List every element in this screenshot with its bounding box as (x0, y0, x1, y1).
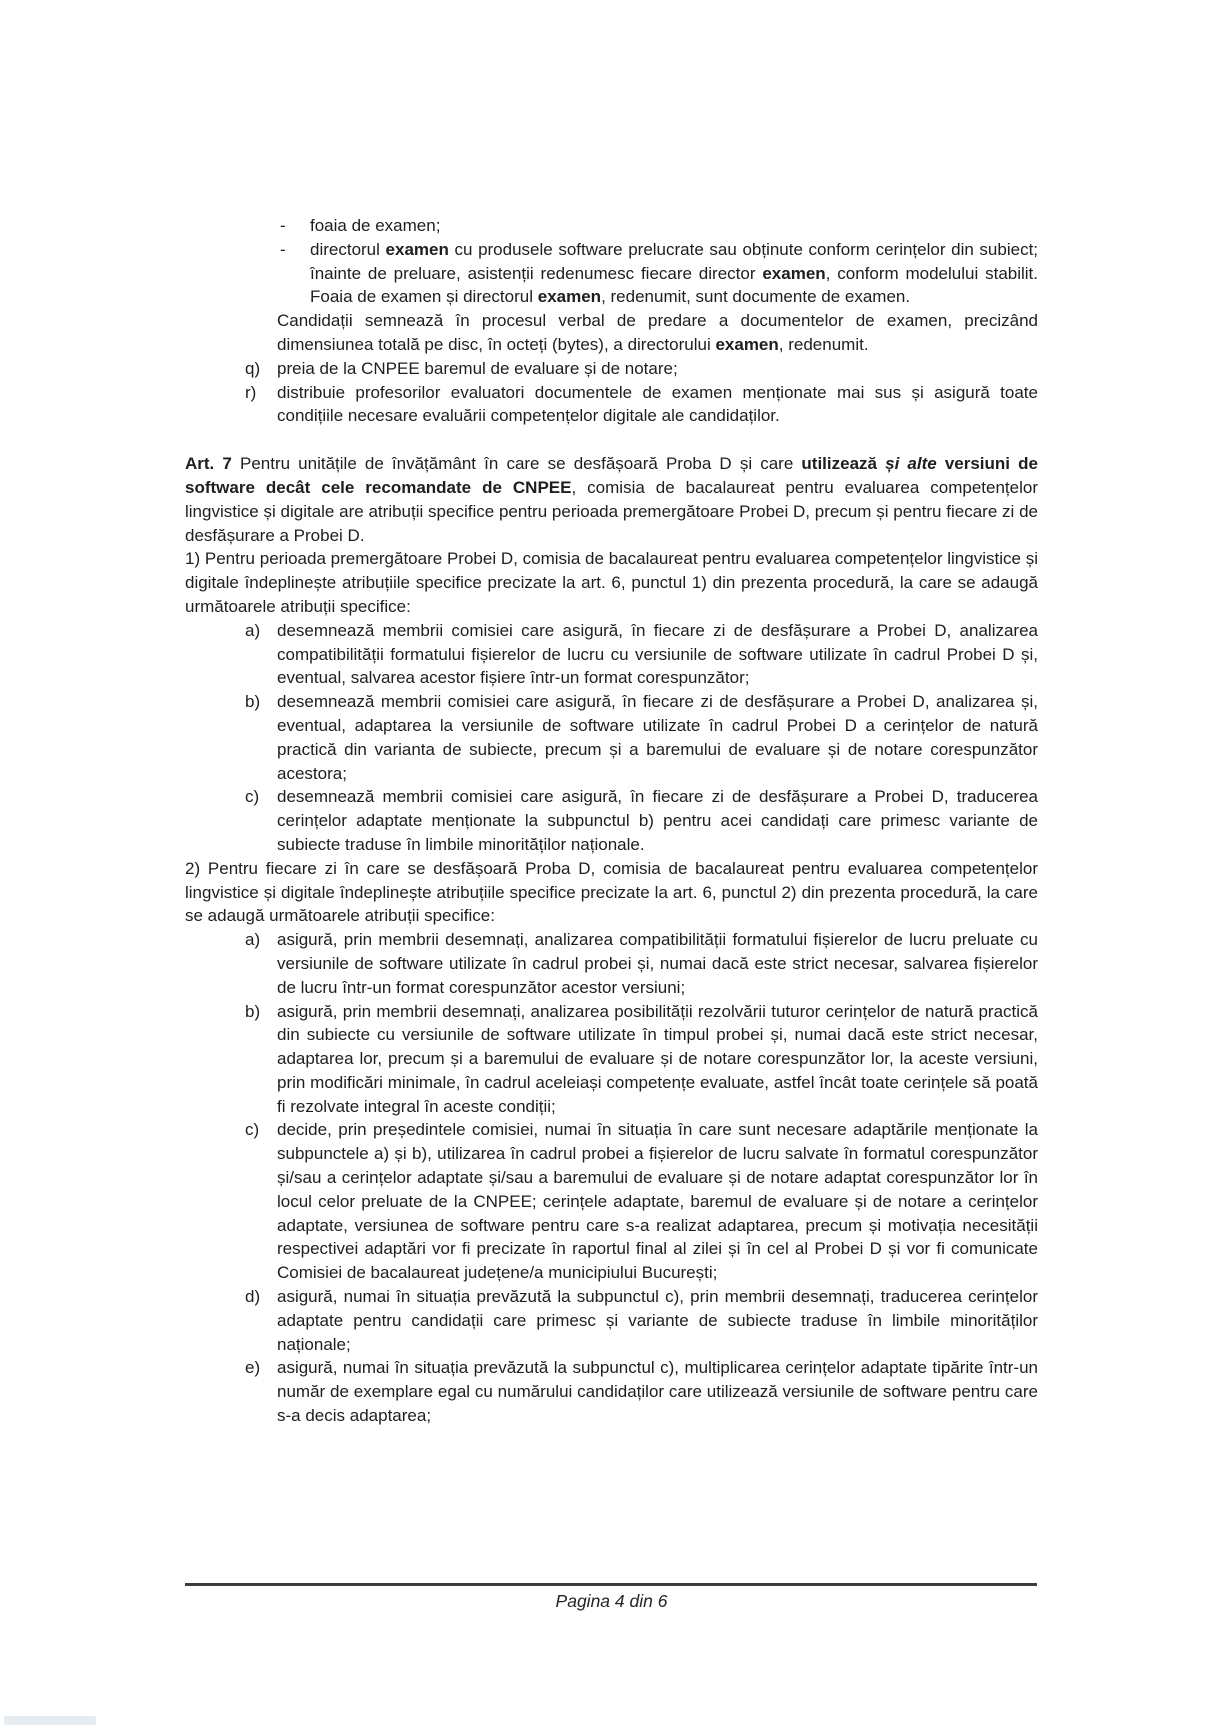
list-marker: a) (245, 620, 261, 640)
list-item (185, 690, 1038, 785)
list-marker: d) (245, 1287, 261, 1307)
text-run: utilizează (801, 454, 886, 474)
list-marker: b) (245, 1001, 261, 1021)
list-marker: - (280, 239, 286, 259)
list-item (185, 1118, 1038, 1285)
list-item (185, 785, 1038, 856)
list-marker: e) (245, 1358, 261, 1378)
text-run: Art. 7 (185, 454, 232, 474)
footer-page-indicator: Pagina 4 din 6 (555, 1591, 668, 1611)
text-run: 2) Pentru fiecare zi în care se desfășoară Proba D, comisia de bacalaureat pentru evaluarea competențelor lingvistice și digitale îndeplinește atribuțiile specifice precizate la art. 6, punctul 2) din prezenta procedură, la care se adaugă următoarele atribuții specifice: (185, 858, 1038, 926)
text-run: examen (715, 334, 779, 354)
paragraph-spacer (185, 428, 1038, 452)
text-run: , comisia de bacalaureat pentru evaluarea competențelor lingvistice și digitale are atribuții specifice pentru perioada premergătoare Probei D, precum și pentru fiecare zi de desfășurare a Probei D. (185, 477, 1038, 545)
scan-artifact (4, 1716, 96, 1725)
list-marker: r) (245, 382, 257, 402)
list-item (185, 1356, 1038, 1427)
paragraph (185, 452, 1038, 547)
list-item (185, 1285, 1038, 1356)
text-run: , conform modelului stabilit. Foaia de examen și directorul (310, 263, 1038, 307)
text-run: asigură, numai în situația prevăzută la subpunctul c), prin membrii desemnați, traducerea cerințelor adaptate pentru candidații care primesc și variante de subiecte traduse în limbile minorităților naționale; (277, 1287, 1038, 1354)
text-run: , redenumit, sunt documente de examen. (601, 287, 911, 307)
text-run: versiuni de software decât cele recomandate de CNPEE (185, 454, 1038, 497)
text-run: Pentru unitățile de învățământ în care se desfășoară Proba D și care (231, 454, 802, 474)
document-body (185, 214, 1038, 1428)
bullet-item (185, 238, 1038, 309)
text-run: examen (385, 239, 449, 259)
footer-rule (185, 1583, 1037, 1586)
list-marker: b) (245, 692, 261, 712)
text-run: examen (537, 287, 602, 307)
list-item (185, 619, 1038, 690)
paragraph (185, 857, 1038, 928)
text-run: directorul (310, 239, 386, 259)
text-run: desemnează membrii comisiei care asigură, în fiecare zi de desfășurare a Probei D, analizarea și, eventual, adaptarea la versiunile de software utilizate în cadrul Probei D a cerințelor de natură practică din varianta de subiecte, precum și a baremului de evaluare și de notare corespunzător acestora; (277, 692, 1038, 783)
text-run: distribuie profesorilor evaluatori documentele de examen menționate mai sus și asigură toate condițiile necesare evaluării competențelor digitale ale candidaților. (277, 382, 1038, 426)
text-run: , redenumit. (778, 334, 869, 354)
text-run: desemnează membrii comisiei care asigură, în fiecare zi de desfășurare a Probei D, traducerea cerințelor adaptate menționate la subpunctul b) pentru acei candidați care primesc variante de subiecte traduse în limbile minorităților naționale. (277, 787, 1038, 854)
text-run: asigură, prin membrii desemnați, analizarea compatibilității formatului fișierelor de lucru preluate cu versiunile de software utilizate în cadrul probei și, numai dacă este strict necesar, salvarea fișierelor de lucru într-un format corespunzător acestor versiuni; (277, 930, 1038, 997)
text-run: 1) Pentru perioada premergătoare Probei D, comisia de bacalaureat pentru evaluarea competențelor lingvistice și digitale îndeplinește atribuțiile specifice precizate la art. 6, punctul 1) din prezenta procedură, la care se adaugă următoarele atribuții specifice: (185, 549, 1038, 616)
list-item (185, 1000, 1038, 1119)
list-item (185, 357, 1038, 381)
text-run: asigură, prin membrii desemnați, analizarea posibilității rezolvării tuturor cerințelor de natură practică din subiecte cu versiunile de software utilizate în timpul probei și, numai dacă este strict necesar, adaptarea lor, precum și a baremului de evaluare și de notare corespunzător lor, la aceste versiuni, prin modificări minimale, în cadrul aceleiași competențe evaluate, astfel încât toate cerințele să poată fi rezolvate integral în aceste condiții; (277, 1001, 1038, 1116)
text-run: desemnează membrii comisiei care asigură, în fiecare zi de desfășurare a Probei D, analizarea compatibilității formatului fișierelor de lucru cu versiunile de software utilizate în cadrul Probei D și, eventual, salvarea acestor fișiere într-un format corespunzător; (277, 620, 1038, 688)
text-run: asigură, numai în situația prevăzută la subpunctul c), multiplicarea cerințelor adaptate tipărite într-un număr de exemplare egal cu numărului candidaților care utilizează versiunile de software pentru care s-a decis adaptarea; (277, 1358, 1038, 1426)
text-run: Candidații semnează în procesul verbal de predare a documentelor de examen, precizând dimensiunea totală pe disc, în octeți (bytes), a directorului (277, 311, 1038, 354)
list-item (185, 928, 1038, 999)
text-run: cu produsele software prelucrate sau obținute conform cerințelor din subiect; înainte de preluare, asistenții redenumesc fiecare director (310, 239, 1039, 283)
text-run: examen (762, 263, 826, 283)
text-run: decide, prin președintele comisiei, numai în situația în care sunt necesare adaptările menționate la subpunctele a) și b), utilizarea în cadrul probei a fișierelor de lucru salvate în formatul corespunzător și/sau a cerințelor adaptate și/sau a baremului de evaluare și de notare adaptat corespunzător lor în locul celor preluate de la CNPEE; cerințele adaptate, baremul de evaluare și de notare a cerințelor adaptate, versiunea de software pentru care s-a realizat adaptarea, precum și motivația necesității respectivei adaptări vor fi precizate în raportul final al zilei și în cel al Probei D și vor fi comunicate Comisiei de bacalaureat județene/a municipiului București; (277, 1120, 1038, 1283)
list-marker: c) (245, 787, 260, 807)
bullet-item (185, 214, 1038, 238)
text-run: foaia de examen; (310, 216, 441, 235)
paragraph (185, 547, 1038, 618)
text-run: preia de la CNPEE baremul de evaluare și de notare; (277, 358, 678, 378)
text-run: și alte (885, 454, 937, 474)
paragraph (277, 309, 1038, 357)
list-marker: q) (245, 358, 261, 378)
list-marker: - (280, 216, 286, 235)
list-item (185, 381, 1038, 429)
list-marker: a) (245, 930, 261, 950)
list-marker: c) (245, 1120, 260, 1140)
